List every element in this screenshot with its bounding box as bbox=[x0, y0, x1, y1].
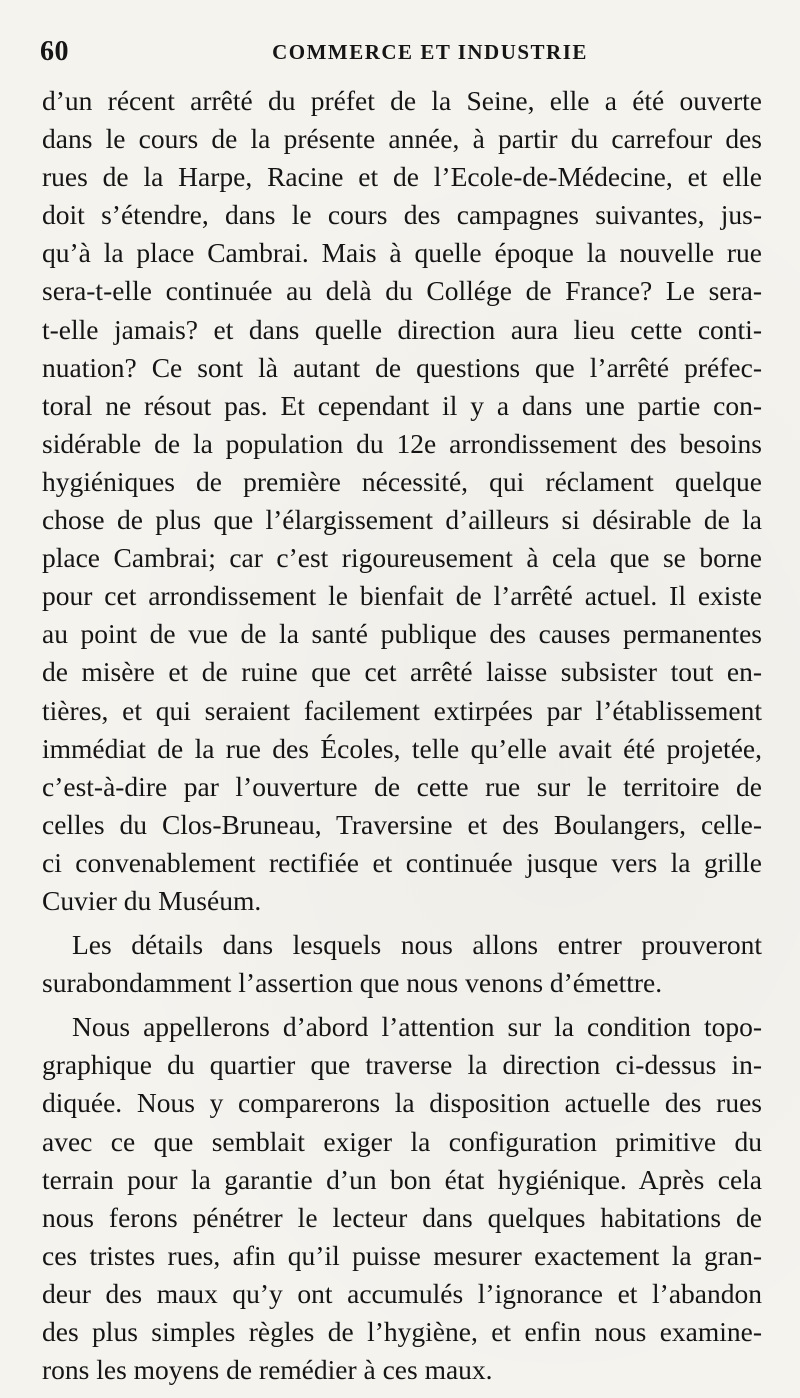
text-line: sera-t-elle continuée au delà du Collége de France? Le sera- bbox=[42, 275, 762, 307]
paragraph bbox=[42, 926, 762, 1002]
text-line: sidérable de la population du 12e arrondissement des besoins bbox=[42, 427, 762, 459]
page-header bbox=[40, 36, 760, 76]
text-line: Cuvier du Muséum. bbox=[42, 884, 262, 916]
text-line: Nous appellerons d’abord l’attention sur la condition topo- bbox=[72, 1011, 762, 1043]
text-line: rues de la Harpe, Racine et de l’Ecole-de-Médecine, et elle bbox=[42, 161, 762, 193]
page-number: 60 bbox=[40, 36, 69, 67]
text-line: qu’à la place Cambrai. Mais à quelle époque la nouvelle rue bbox=[42, 237, 762, 269]
text-line: deur des maux qu’y ont accumulés l’ignorance et l’abandon bbox=[42, 1277, 762, 1309]
text-line: ci convenablement rectifiée et continuée jusque vers la grille bbox=[42, 846, 762, 878]
text-line: c’est-à-dire par l’ouverture de cette rue sur le territoire de bbox=[42, 770, 762, 802]
text-line: tières, et qui seraient facilement extirpées par l’établissement bbox=[42, 694, 762, 726]
text-line: Les détails dans lesquels nous allons entrer prouveront bbox=[72, 929, 762, 961]
text-line: surabondamment l’assertion que nous venons d’émettre. bbox=[42, 967, 663, 999]
text-line: des plus simples règles de l’hygiène, et enfin nous examine- bbox=[42, 1316, 762, 1347]
text-line: pour cet arrondissement le bienfait de l’arrêté actuel. Il existe bbox=[42, 580, 762, 612]
text-line: place Cambrai; car c’est rigoureusement à cela que se borne bbox=[42, 542, 762, 574]
text-line: nuation? Ce sont là autant de questions que l’arrêté préfec- bbox=[42, 351, 762, 383]
running-title bbox=[40, 40, 760, 65]
paragraph bbox=[42, 1008, 762, 1389]
text-line: de misère et de ruine que cet arrêté laisse subsister tout en- bbox=[42, 656, 762, 688]
body-text bbox=[42, 82, 762, 1389]
text-line: immédiat de la rue des Écoles, telle qu’elle avait été projetée, bbox=[42, 732, 762, 764]
text-line: toral ne résout pas. Et cependant il y a dans une partie con- bbox=[42, 389, 762, 421]
text-line: graphique du quartier que traverse la direction ci-dessus in- bbox=[42, 1049, 762, 1081]
text-line: terrain pour la garantie d’un bon état hygiénique. Après cela bbox=[42, 1163, 762, 1195]
text-line: ces tristes rues, afin qu’il puisse mesurer exactement la gran- bbox=[42, 1239, 762, 1271]
text-line: doit s’étendre, dans le cours des campagnes suivantes, jus- bbox=[42, 199, 762, 231]
paragraph bbox=[42, 82, 762, 920]
text-line: au point de vue de la santé publique des causes permanentes bbox=[42, 618, 762, 650]
text-line: t-elle jamais? et dans quelle direction aura lieu cette conti- bbox=[42, 313, 762, 345]
text-line: avec ce que semblait exiger la configuration primitive du bbox=[42, 1125, 762, 1157]
text-line: chose de plus que l’élargissement d’ailleurs si désirable de la bbox=[42, 504, 762, 536]
text-line: hygiéniques de première nécessité, qui réclament quelque bbox=[42, 465, 762, 497]
text-line: dans le cours de la présente année, à partir du carrefour des bbox=[42, 123, 762, 155]
text-line: d’un récent arrêté du préfet de la Seine, elle a été ouverte bbox=[42, 85, 762, 116]
text-line: nous ferons pénétrer le lecteur dans quelques habitations de bbox=[42, 1201, 762, 1233]
text-line: rons les moyens de remédier à ces maux. bbox=[42, 1354, 493, 1386]
text-line: diquée. Nous y comparerons la disposition actuelle des rues bbox=[42, 1087, 762, 1119]
running-title-text: COMMERCE ET INDUSTRIE bbox=[272, 40, 588, 64]
text-line: celles du Clos-Bruneau, Traversine et des Boulangers, celle- bbox=[42, 808, 762, 840]
